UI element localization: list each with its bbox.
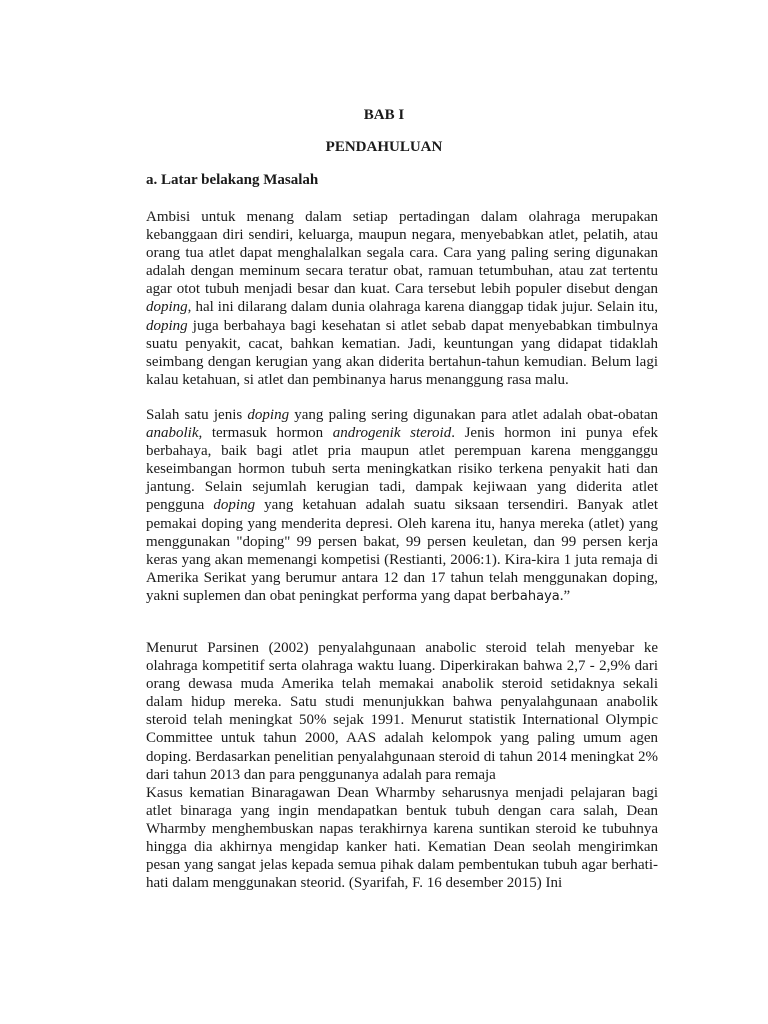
chapter-label: BAB I <box>363 107 405 123</box>
italic-term: androgenik steroid <box>332 425 452 442</box>
text-run: , hal ini dilarang dalam dunia olahraga karena dianggap tidak jujur. Selain itu, <box>187 299 658 316</box>
italic-term: doping <box>146 317 188 334</box>
paragraph-1 <box>146 208 658 389</box>
text-run: yang ketahuan adalah suatu siksaan tersendiri. Banyak atlet pemakai doping yang menderita depresi. Oleh karena itu, hanya mereka (atlet) yang menggunakan "doping" 99 persen bakat, 99 persen keuletan, dan 99 persen kerja keras yang akan memenangi kompetisi (Restianti, 2006:1). Kira-kira 1 juta remaja di Amerika Serikat yang berumur antara 12 dan 17 tahun telah menggunakan doping, yakni suplemen dan obat peningkat performa yang dapat <box>146 497 658 604</box>
paragraph-2 <box>146 406 658 606</box>
text-run: yang paling sering digunakan para atlet adalah obat-obatan <box>289 407 658 423</box>
text-run: Salah satu jenis <box>146 407 248 423</box>
italic-term: anabolik <box>146 425 199 442</box>
section-heading: a. Latar belakang Masalah <box>146 172 319 188</box>
italic-term: doping <box>146 299 188 316</box>
text-run: Kasus kematian Binaragawan Dean Wharmby seharusnya menjadi pelajaran bagi atlet binaraga yang ingin mendapatkan bentuk tubuh dengan cara salah, Dean Wharmby menghembuskan napas terakhirnya karena suntikan steroid ke tubuhnya hingga dia akhirnya mengidap kanker hati. Kematian Dean seolah mengirimkan pesan yang sangat jelas kepada semua pihak dalam pembentukan tubuh agar berhati-hati dalam menggunakan steorid. (Syarifah, F. 16 desember 2015) Ini <box>146 785 658 892</box>
text-run: .” <box>559 587 571 604</box>
text-run: Ambisi untuk menang dalam setiap pertadingan dalam olahraga merupakan kebanggaan diri sendiri, keluarga, maupun negara, menyebabkan atlet, pelatih, atau orang tua atlet dapat menghalalkan segala cara. Cara yang paling sering digunakan adalah dengan meminum secara teratur obat, ramuan tetumbuhan, atau zat tertentu agar otot tubuh menjadi besar dan kuat. Cara tersebut lebih populer disebut dengan <box>146 209 658 298</box>
text-run: juga berbahaya bagi kesehatan si atlet sebab dapat menyebabkan timbulnya suatu penyakit, cacat, bahkan kematian. Jadi, keuntungan yang didapat tidaklah seimbang dengan kerugian yang akan diderita bertahun-tahun kemudian. Belum lagi kalau ketahuan, si atlet dan pembinanya harus menanggung rasa malu. <box>146 317 658 388</box>
italic-term: doping <box>247 407 290 423</box>
italic-term: doping <box>213 497 256 514</box>
text-run: , termasuk hormon <box>198 425 333 442</box>
paragraph-4 <box>146 784 658 893</box>
text-run: . Jenis hormon ini punya efek berbahaya, baik bagi atlet pria maupun atlet perempuan karena mengganggu keseimbangan hormon tubuh serta meningkatkan risiko terkena penyakit hati dan jantung. Selain sejumlah kerugian tadi, dampak kejiwaan yang diderita atlet pengguna <box>146 425 659 514</box>
paragraph-3 <box>146 639 658 784</box>
chapter-title: PENDAHULUAN <box>325 139 443 155</box>
sans-serif-word: berbahaya <box>490 588 560 604</box>
text-run: Menurut Parsinen (2002) penyalahgunaan anabolic steroid telah menyebar ke olahraga kompetitif serta olahraga waktu luang. Diperkirakan bahwa 2,7 - 2,9% dari orang dewasa muda Amerika telah memakai anabolik steroid setidaknya sekali dalam hidup mereka. Satu studi menunjukkan bahwa penyalahgunaan anabolik steroid telah meningkat 50% sejak 1991. Menurut statistik International Olympic Committee untuk tahun 2000, AAS adalah kelompok yang paling umum agen doping. Berdasarkan penelitian penyalahgunaan steroid di tahun 2014 meningkat 2% dari tahun 2013 dan para penggunanya adalah para remaja <box>146 640 658 783</box>
